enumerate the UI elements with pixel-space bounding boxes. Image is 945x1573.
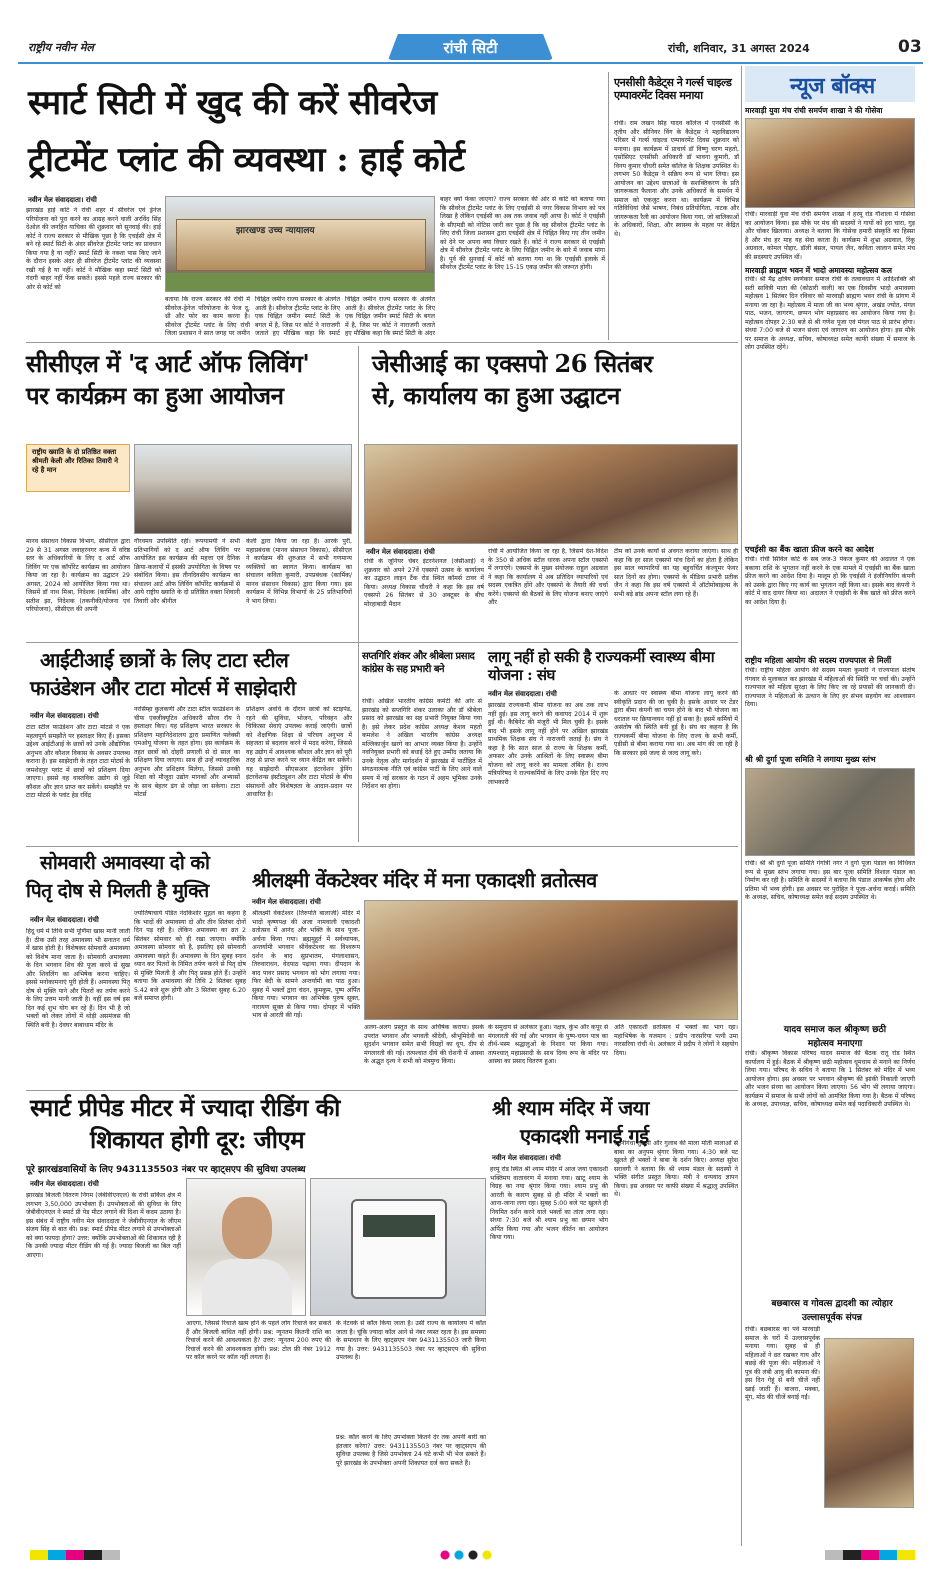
gosewa-photo — [745, 118, 915, 208]
newsbox-story7-body: रांची। बछबारस का पर्व मारवाड़ी समाज के घरों में उल्लासपूर्वक मनाया गया। सुबह से ही महिलाओं ने व्रत रखकर गाय और बछड़े की पूजा की। महिलाओं ने पुत्र की लंबी आयु की कामना की। इस दिन गेहूं से बनी चीजें नहीं खाई जाती हैं। बाजरा, मक्का, मूंग, मोठ की चीजें बनाई गईं। — [745, 1326, 820, 1401]
jci-byline: नवीन मेल संवाददाता। रांची — [366, 548, 435, 556]
iti-body-3: प्रशिक्षण अवधि के दौरान छात्रों को स्टाइपेंड, रहने की सुविधा, भोजन, परिवहन और चिकित्सा सेवाएं उपलब्ध कराई जाएंगी। छात्रों को शैक्षणिक शिक्षा से परिचय अनुभव में सहजता से बदलाव करने में मदद करेगा, जिससे वह उद्योग में आवश्यक कौशल और ज्ञान को पूरी तरह से प्राप्त करने पर ध्यान केंद्रित कर सकेंगे। यह साझेदारी सीएसआर इंटरवेंशन ड्रेनिंग इंटरवेंशन्स इंस्टीट्यूशन और टाटा मोटर्स के बीच संसाधनों और विशेषज्ञता के आदान-प्रदान पर आधारित है। — [246, 706, 352, 798]
newsbox-story4-body: रांची। राष्ट्रीय महिला आयोग की सदस्य ममता कुमारी ने राज्यपाल संतोष गंगवार से मुलाकात कर झारखंड में महिलाओं की स्थिति पर चर्चा की। उन्होंने राज्यपाल को महिला सुरक्षा के लिए किए जा रहे प्रयासों की जानकारी दी। राज्यपाल ने महिलाओं के उत्थान के लिए हर संभव सहयोग का आश्वासन दिया। — [745, 667, 915, 708]
jci-office-photo — [364, 444, 738, 544]
venkateshwar-body-2: अलग-अलग प्रस्तुत के साथ अर्चिषेक कराया। इसके उपरांत भगवान और भगवती श्रीदेवी, श्रीभूमिदेवी का सुदर्शन भगवान समेत सभी विग्रहों का धूप, दीप से मंगलारती की गई। तत्पश्चात दीये की रोशनी में आस्था के अद्भुत दृश्य ने सभी को मंत्रमुग्ध किया। — [364, 1024, 484, 1065]
newsbox-story5-head: श्री श्री दुर्गा पूजा समिति ने लगाया मुख्य स्तंभ — [745, 755, 876, 764]
lead-body-4: बाहर क्यों फेंका जाएगा? राज्य सरकार की ओर से कोर्ट को बताया गया कि सीवरेज ट्रीटमेंट प्लांट के लिए एचईसी से नगर विकास विभाग को पत्र लिखा है लेकिन एचईसी का अब तक जवाब नहीं आया है। कोर्ट ने एचईसी के सीएमडी को नोटिस जारी कर पूछा है कि वह सीवरेज ट्रीटमेंट प्लांट के लिए रांची जिला प्रशासन द्वारा एचईसी क्षेत्र में चिह्नित किए गए तीन जमीन को देने पर अपना क्या विचार रखते हैं। कोर्ट ने राज्य सरकार से एचईसी क्षेत्र में सीवरेज ट्रीटमेंट प्लांट के लिए चिह्नित जमीन के बारे में जवाब मांगा है। पूर्व की सुनवाई में कोर्ट को बताया गया था कि एचईसी इलाके में सीवरेज ट्रीटमेंट प्लांट के लिए 15-15 एकड़ जमीन की जरूरत होगी। — [440, 196, 605, 271]
meter-body-3: के नेटवर्क से कॉल किया जाता है। उसी राज्य के कार्यालय में कॉल जाता है। चूंकि ज्यादा कॉल आने से नंबर व्यस्त रहता है। इस समस्या के समाधान के लिए व्हाट्सएप नंबर 9431135503 जारी किया गया है। उत्तर: 9431135503 नंबर पर व्हाट्सएप की सुविधा उपलब्ध है। — [336, 1320, 486, 1361]
divider — [26, 846, 738, 847]
meter-body-1: झारखंड बिजली वितरण निगम (जेबीवीएनएल) के रांची सर्किल क्षेत्र में लगभग 3,50,000 उपभोक्ता हैं। उपभोक्ताओं की सुविधा के लिए जेबीवीएनएल ने स्मार्ट प्री पेड मीटर लगाने की दिशा में कदम उठाया है। इस संबंध में राष्ट्रीय नवीन मेल संवाददाता ने जेबीवीएनएल के जीएम संजय सिंह से बात की। प्रश्न: स्मार्ट प्रीपेड मीटर लगाने से उपभोक्ताओं को क्या फायदा होगा? उत्तर: क्योंकि उपभोक्ताओं की शिकायत रही है कि उनकी ज्यादा मीटर रीडिंग की गई है। ज्यादा बिजली का बिल नहीं आएगा। — [26, 1192, 181, 1259]
divider — [358, 346, 359, 842]
court-lawn — [166, 273, 434, 291]
newsbox-story3-body: रांची। रांची सिविल कोर्ट के सब जज-3 पंकज कुमार की अदालत ने एक बकाया राशि के भुगतान नहीं करने के एक मामले में एचईसी का बैंक खाता फ्रीज करने का आदेश दिया है। मालूम हो कि एचईसी ने इंजीनियरिंग कंपनी को उसके द्वारा किए गए कार्य का भुगतान नहीं किया था। इसके बाद कंपनी ने कोर्ट में वाद दायर किया था। अदालत ने एचईसी के बैंक खाते को फ्रीज करने का आदेश दिया है। — [745, 556, 915, 606]
newsbox-story2-head: मारवाड़ी ब्राह्मण भवन में भादो अमावस्या महोत्सव कल — [745, 266, 892, 275]
venkateshwar-headline: श्रीलक्ष्मी वेंकटेश्वर मंदिर में मना एकादशी व्रतोत्सव — [252, 868, 597, 892]
jci-headline-2: से, कार्यालय का हुआ उद्घाटन — [372, 381, 620, 410]
section-title: रांची सिटी — [443, 39, 498, 57]
amavasya-body-1: हिंदू धर्म में तिथि सभी पूर्णिमा खास मानी जाती है। ठीक उसी तरह अमावस्या भी सनातन धर्म में खास होती है। विशेषकर सोमवारी अमावस्या को विशेष माना जाता है। सोमवारी अमावस्या के दिन भगवान शिव की पूजा करने से सुख और शिवलिंग का अभिषेक करना चाहिए। इससे मनोकामनाएं पूरी होती हैं। अमावस्या पितृ दोष से मुक्ति पाने और पितरों का तर्पण करने के लिए उत्तम मानी जाती है। वहीं इस वर्ष इस दिन कई शुभ योग बन रहे हैं। दिन भी है जो भक्तों को लेकर लोगों में थोड़ी असमंजस की स्थिति बनी है। देवघर बाबाधाम मंदिर के — [26, 928, 130, 1029]
gm-portrait-face — [222, 1197, 272, 1259]
newsbox-story7-head-2: उल्लासपूर्वक संपन्न — [802, 1313, 862, 1323]
lead-body-2: बताया कि राज्य सरकार की रांची में सीवरेज-ड्रेनेज परियोजना के फेज दू, थ्री और फोर का काम करना है। सीवरेज ट्रीटमेंट प्लांट के लिए रांची जिला प्रशासन ने सात जगह पर जमीन — [165, 296, 250, 336]
venkateshwar-byline: नवीन मेल संवाददाता। रांची — [252, 898, 321, 906]
shyam-body-2: रजनीगंधा तुलसी और गुलाब की माला मोती मालाओं से बाबा का अनुपम श्रृंगार किया गया। 4:30 बजे पट खुलते ही भक्तों ने बाबा के दर्शन किए। अध्यक्ष सुरेश सरावगी ने बताया कि श्री श्याम मंडल के सदस्यों ने भक्ति संगीत प्रस्तुत किया। मंत्री ने धन्यवाद ज्ञापन किया। इस अवसर पर काफी संख्या में श्रद्धालु उपस्थित थे। — [614, 1140, 738, 1198]
masthead-rule — [18, 62, 923, 64]
meter-headline-2: शिकायत होगी दूर: जीएम — [90, 1125, 305, 1154]
venkateshwar-body-4: अति एकादशी व्रतोत्सव में भक्तों का भाग रहा। महाभिषेक के यजमान : प्रदीप नारसरिया पत्नी उमा नारसरिया रांची थे। अलंकार में प्रदीप ने लोगों ने सहयोग दिया। — [614, 1024, 738, 1057]
shyam-headline-2: एकादशी मनाई गई — [520, 1124, 649, 1148]
amavasya-headline-2: पितृ दोष से मिलती है मुक्ति — [26, 880, 209, 902]
newsbox-story3-head: एचईसी का बैंक खाता फ्रीज करने का आदेश — [745, 545, 874, 554]
ncc-body: रांची। राम लखन सिंह यादव कॉलेज में एनसीसी के तृतीय और सीनियर विंग के कैडेट्स ने महाविद्यालय परिसर में गर्ल्स चाइल्ड एम्पावरमेंट दिवस शुक्रवार को मनाया। इस कार्यक्रम में प्राचार्य डॉ विष्णु चरण महतो, एसोसिएट एनसीसी अधिकारी डॉ भावना कुमारी, डॉ विनय कुमार चौधरी समेत कॉलेज के शिक्षक उपस्थित थे। लगभग 50 कैडेट्स ने सक्रिय रूप से भाग लिया। इस आयोजन का उद्देश्य छात्राओं के सशक्तिकरण के प्रति जागरूकता फैलाना और उनके अधिकारों के समर्थन में समाज को एकजुट करना था। कार्यक्रम में विभिन्न गतिविधियां जैसे भाषण, निबंध प्रतियोगिता, नाटक और जागरूकता रैली का आयोजन किया गया, जो बालिकाओं के अधिकारों, शिक्षा, और स्वास्थ्य के महत्व पर केंद्रित थे। — [614, 120, 739, 238]
venkateshwar-body-1: श्रीलक्ष्मी वेंकटेश्वर (तिरुपति बालाजी) मंदिर में भादो कृष्णपक्ष की अजा नामवाली एकादशी व्रतोत्सव में आनंद और भक्ति के साथ पूजा-अर्चना किया गया। ब्रह्ममुहूर्त में सर्वव्यापक, अन्तर्यामी भगवान श्रीवेंकटेश्वर का विश्वरूप दर्शन के बाद सुप्रभातम, मंगलाशासन, तिरुवाराधन, वेदपाठ पढ़ाया गया। दीपदान के बाद पावर प्रसाद भगवान को भोग लगाया गया। फिर बेदी के सामने अन्तर्यामी का पाठ हुआ। सुबह में भक्तों द्वारा चंदन, कुमकुम, पुष्प अर्पित किया गया। भगवान का अभिषेक पुरुष सूक्त, नारायण सूक्त से किया गया। दोपहर में भक्ति भाव से आरती की गई। — [252, 910, 360, 1019]
congress-headline: सप्तगिरि शंकर और श्रीबेला प्रसाद कांग्रेस के सह प्रभारी बने — [362, 651, 475, 675]
newsbox-story6-body: रांची। श्रीकृष्ण विकास परिषद यादव समाज की बैठक रातू रोड स्थित कार्यालय में हुई। बैठक में श्रीकृष्ण छठी महोत्सव धूमधाम से मनाने का निर्णय लिया गया। परिषद के सचिव ने बताया कि 1 सितंबर को मंदिर में भव्य आयोजन होगा। इस अवसर पर भगवान श्रीकृष्ण की झांकी निकाली जाएगी और भजन संध्या का आयोजन किया जाएगा। 56 भोग भी लगाया जाएगा। कार्यक्रम में समाज के सभी लोगों को आमंत्रित किया गया है। बैठक में परिषद के अध्यक्ष, उपाध्यक्ष, सचिव, कोषाध्यक्ष समेत कई पदाधिकारी उपस्थित थे। — [745, 1050, 915, 1108]
ccl-headline-1: सीसीएल में 'द आर्ट ऑफ लिविंग' — [26, 349, 310, 378]
ccl-headline-2: पर कार्यक्रम का हुआ आयोजन — [26, 381, 284, 410]
iti-headline-1: आईटीआई छात्रों के लिए टाटा स्टील — [40, 648, 289, 672]
meter-subhead: पूरे झारखंडवासियों के लिए 9431135503 नंबर पर व्हाट्सएप की सुविधा उपलब्ध — [26, 1165, 306, 1175]
ccl-body-3: केली द्वारा किया जा रहा है। आरके पुरी, महाप्रबंधक (मानव संसाधन विकास), सीसीएल ने कार्यक्रम की शुरुआत में सभी गणमान्य व्यक्तियों का स्वागत किया। कार्यक्रम का संचालन कविता कुमारी, उपप्रबंधक (कार्मिक/मानव संसाधन विकास) द्वारा किया गया। इस कार्यक्रम में विभिन्न विभागों के 25 प्रतिभागियों ने भाग लिया। — [246, 538, 352, 605]
amavasya-byline: नवीन मेल संवाददाता। रांची — [30, 916, 99, 924]
gm-portrait-shirt — [202, 1259, 292, 1315]
health-body-2: के आधार पर स्वास्थ्य बीमा योजना लागू करने की स्वीकृति प्रदान की जा चुकी है। इसके आधार पर टेंडर द्वारा बीमा कंपनी का चयन होने के बाद भी योजना का धरातल पर क्रियान्वयन नहीं हो सका है। इसमें कर्मियों में असंतोष की स्थिति बनी हुई है। संघ का कहना है कि राज्यकर्मी बीमा योजना के लिए राज्य के सभी कर्मी, एडीसी से बीमा कराया गया था। अब मांग की जा रही है कि सरकार इसे जल्द से जल्द लागू करे। — [614, 690, 738, 757]
ccl-highlight-text: राष्ट्रीय ख्याति के दो प्रतिष्ठित वक्ता श्रीमती केली और रितिका तिवारी ने रहे है मान — [32, 448, 119, 474]
meter-byline: नवीन मेल संवाददाता। रांची — [30, 1180, 99, 1188]
newsbox-story1-body: रांची। मारवाड़ी युवा मंच रांची समर्पण शाखा ने हरमू रोड गौशाला में गोसेवा का आयोजन किया। इस मौके पर मंच की सदस्यों ने गायों को हरा चारा, गुड़ और चोकर खिलाया। अध्यक्ष ने बताया कि गोसेवा हमारी संस्कृति का हिस्सा है और मंच हर माह यह सेवा करता है। कार्यक्रम में शुभ्रा अग्रवाल, रिंकू अग्रवाल, कोमल पोद्दार, डॉली बंसल, पायल जैन, कविता जालान समेत मंच की सदस्याएं उपस्थित थीं। — [745, 211, 915, 261]
newsbox-story4-head: राष्ट्रीय महिला आयोग की सदस्य राज्यपाल से मिलीं — [745, 656, 892, 665]
masthead — [18, 34, 923, 64]
lead-byline: नवीन मेल संवाददाता। रांची — [28, 196, 97, 204]
newsbox-story2-body: रांची। श्री मैढ़ क्षत्रिय स्वर्णकार समाज रांची के तत्वावधान में आदिशक्ति श्री सती सावित्री माता की (कोठारी वाली) का एक दिवसीय भादो अमावस्या महोत्सव 1 सितंबर दिन रविवार को मारवाड़ी ब्राह्मण भवन रांची के प्रांगण में मनाया जा रहा है। महोत्सव में माता जी का भव्य श्रृंगार, अखंड ज्योत, मंगल पाठ, भजन, जागरण, छप्पन भोग महाप्रसाद का आयोजन किया गया है। महोत्सव दोपहर 2:30 बजे से श्री गणेश पूजा एवं मंगल पाठ से प्रारंभ होगा। संध्या 7:00 बजे से भजन संध्या एवं जागरण का आयोजन होगा। इस मौके पर समाज के अध्यक्ष, सचिव, कोषाध्यक्ष समेत काफी संख्या में समाज के लोग उपस्थित रहेंगे। — [745, 276, 915, 351]
brand-logo: राष्ट्रीय नवीन मेल — [28, 41, 94, 54]
meter-device — [351, 1199, 447, 1299]
divider — [608, 72, 609, 340]
lead-body-3: चिह्नित जमीन राज्य सरकार के अंतर्गत आती है। सीवरेज ट्रीटमेंट प्लांट के लिए एक चिह्नित जमीन स्मार्ट सिटी के बगल में है, जिस पर कोर्ट ने नाराजगी जताते हुए मौखिक कहा कि स्मार्ट — [255, 296, 340, 336]
iti-headline-2: फाउंडेशन और टाटा मोटर्स में साझेदारी — [30, 676, 296, 700]
newsbox-story1-head: मारवाड़ी युवा मंच रांची समर्पण शाखा ने की गोसेवा — [745, 106, 883, 115]
newsbox-story7-head-1: बछबारस व गोवत्स द्वादशी का त्योहार — [771, 1299, 893, 1309]
shyam-headline-1: श्री श्याम मंदिर में जया — [492, 1096, 649, 1120]
amavasya-body-2: ज्योतिषाचार्य पंडित नंदकिशोर मुद्गल का कहना है कि भादों की अमावस्या दो और तीन सितंबर दोनों दिन पड़ रही है। लेकिन अमावस्या का व्रत 2 सितंबर सोमवार को ही रखा जाएगा। क्योंकि अमावस्या सोमवार को है, इसलिए इसे सोमवारी अमावस्या कहते हैं। अमावस्या के दिन सुबह स्नान ध्यान कर पितरों के निमित तर्पण करने से पितृ दोष से मुक्ति मिलती है और पितृ प्रसन्न होते हैं। उन्होंने बताया कि अमावस्या की तिथि 2 सितंबर सुबह 5.42 बजे शुरू होगी और 3 सितंबर सुबह 6.20 बजे समाप्त होगी। — [134, 910, 246, 1002]
meter-headline-1: स्मार्ट प्रीपेड मीटर में ज्यादा रीडिंग की — [30, 1093, 340, 1122]
amavasya-headline-1: सोमवारी अमावस्या दो को — [40, 852, 210, 874]
high-court-photo — [165, 196, 435, 292]
gm-portrait-photo — [186, 1178, 306, 1316]
dateline: रांची, शनिवार, 31 अगस्त 2024 — [668, 42, 810, 55]
lead-body-1: झारखंड हाई कोर्ट ने रांची शहर में सीवरेज एवं ड्रेनेज परियोजना को पूरा करने का आग्रह करने वाली अरविंद सिंह देओल की जनहित याचिका की शुक्रवार को सुनवाई की। हाई कोर्ट ने राज्य सरकार से मौखिक पूछा है कि एचईसी क्षेत्र में बने रहे स्मार्ट सिटी के अंदर सीवरेज ट्रीटमेंट प्लांट का प्रावधान किया गया है या नहीं? स्मार्ट सिटी के नक्शा पास किए जाने के दौरान इसके अंदर ही सीवरेज ट्रीटमेंट प्लांट की व्यवस्था रखी गई है या नहीं। कोर्ट ने मौखिक कहा स्मार्ट सिटी को गंदगी बाहर नहीं फेंक सकते। इससे पहले राज्य सरकार की ओर से कोर्ट को — [26, 207, 161, 291]
venkateshwar-body-3: के समुदाय से अलंकार हुआ। नक्षत्र, कुंभ और कपूर से मंगलारती की गई और भगवान के पुष्प-चयन पात्र का तीर्थ-भस्म श्रद्धालुओं के निशान पर किया गया। तत्पश्चात् महाप्रसादी के साथ दिव्य रूप के मंदिर पर आस्था का प्रसाद वितरण हुआ। — [488, 1024, 608, 1065]
divider — [26, 1090, 738, 1091]
jci-body-2: रांची में आयोजित किया जा रहा है, जिसमें देश-विदेश के 350 से अधिक स्टॉल धारक अपना स्टॉल एक्सपो में लगाएंगे। एक्सपो के मुख्य संयोजक राहुल अग्रवाल ने कहा कि कार्यालय में अब प्रतिदिन व्यापारियों एवं सदस्य एकत्रित होंगे और एक्सपो के तैयारी की चर्चा करेंगे। एक्सपो की बैठकों के लिए योजना बनाए जाएंगे और — [488, 548, 608, 606]
iti-byline: नवीन मेल संवाददाता। रांची — [30, 712, 99, 720]
page-number: 03 — [898, 37, 922, 57]
durga-puja-photo — [745, 768, 915, 856]
lead-headline-2: ट्रीटमेंट प्लांट की व्यवस्था : हाई कोर्ट — [28, 140, 465, 180]
smart-meter-photo — [310, 1178, 486, 1316]
court-sign: झारखण्ड उच्च न्यायालय — [236, 226, 315, 236]
jci-body-3: टीम को उनके कार्यों से अवगत कराया जाएगा। साथ ही कहा कि हर साल एक्सपो पांच दिनों का होता है लेकिन इस साल व्यापारियों का यह बहुचर्चित कंज्यूमर फेयर सात दिनों का होगा। एक्सपो के मीडिया प्रभारी प्रतीक जैन ने कहा कि इस वर्ष एक्सपो में ऑटोमोबाइल्स के सभी बड़े ब्रांड अपना स्टॉल लगा रहे हैं। — [614, 548, 738, 598]
divider — [741, 66, 742, 1546]
iti-body-1: टाटा स्टील फाउंडेशन और टाटा मोटर्स ने एक महत्वपूर्ण समझौते पर हस्ताक्षर किए हैं। इसका उद्देश्य आईटीआई के छात्रों को उनके औद्योगिक अनुभव और कौशल विकास के अवसर उपलब्ध कराना है। इस साझेदारी के तहत टाटा मोटर्स के जमशेदपुर प्लांट में छात्रों को प्रशिक्षण दिया जाएगा। इससे वह वास्तविक उद्योग से जुड़े कौशल और ज्ञान प्राप्त कर सकेंगे। समझौते पर टाटा मोटर्स के प्लांट हेड रविंद्र — [26, 724, 130, 799]
newsbox-story6-head-1: यादव समाज कल श्रीकृष्ण छठी — [783, 1025, 887, 1035]
venkateshwar-photo — [364, 900, 738, 1020]
jci-headline-1: जेसीआई का एक्सपो 26 सितंबर — [372, 349, 653, 378]
lead-body-3b: चिह्नित जमीन राज्य सरकार के अंतर्गत आती है। सीवरेज ट्रीटमेंट प्लांट के लिए एक चिह्नित जमीन स्मार्ट सिटी के बगल में है, जिस पर कोर्ट ने नाराजगी जताते हुए मौखिक कहा कि स्मार्ट सिटी के अंदर — [345, 296, 435, 336]
shyam-byline: नवीन मेल संवाददाता। रांची — [492, 1154, 561, 1162]
ccl-body-1: मानव संसाधन विकास विभाग, सीसीएल द्वारा 29 से 31 अगस्त जवाहरनगर कन्व में वरिष्ठ स्तर के अधिकारियों के लिए द आर्ट ऑफ लिविंग पर एक कॉर्पोरेट कार्यक्रम का आयोजन किया जा रहा है। कार्यक्रम का उद्घाटन 29 अगस्त, 2024 को आयोजित किया गया था। जिसमें डॉ नाथ मिश्रा, निदेशक (कार्मिक) और सतीश झा, निदेशक (तकनीकी/योजना एवं परियोजना), सीसीएल की अपनी — [26, 538, 130, 613]
lead-headline-1: स्मार्ट सिटी में खुद की करें सीवरेज — [28, 83, 437, 123]
health-byline: नवीन मेल संवाददाता। रांची — [488, 690, 557, 698]
congress-body: रांची। अखिल भारतीय कांग्रेस कमेटी की ओर से झारखंड को सप्तगिरि शंकर उलाका और डॉ श्रीबेला प्रसाद को झारखंड का सह प्रभारी नियुक्त किया गया है। इसे लेकर प्रदेश कांग्रेस अध्यक्ष केशव महतो कमलेश ने अखिल भारतीय कांग्रेस अध्यक्ष मल्लिकार्जुन खरगे का आभार व्यक्त किया है। उन्होंने नवनियुक्त प्रभारी को बधाई देते हुए उम्मीद जताया कि उनके नेतृत्व और मार्गदर्शन में झारखंड में पार्टीहित में संगठनात्मक नीति एवं कांग्रेस पार्टी के लिए आने वाले समय में नई सरकार के गठन में अहम भूमिका उनके निर्देशन का होगा। — [362, 698, 482, 790]
jci-body-1: रांची के जूनियर चेंबर इंटरनेशनल (जेसीआई) ने शुक्रवार को अपने 27वें एक्सपो उत्सव के कार्यालय का उद्घाटन लाइन टैंक रोड स्थित कॉमर्स टावर में किया। अध्यक्ष विकास चौधरी ने कहा कि इस वर्ष एक्सपो 26 सितंबर से 30 अक्टूबर के बीच मोरहाबादी मैदान — [364, 558, 484, 608]
health-headline: लागू नहीं हो सकी है राज्यकर्मी स्वास्थ्य बीमा योजना : संघ — [488, 648, 715, 684]
meter-display — [363, 1215, 435, 1237]
ccl-body-2: गौरवमय उपस्थिति रही। रूपयामयी ने सभी प्रतिभागियों को द आर्ट ऑफ लिविंग पर आयोजित इस कार्यक्रम की महत्ता एवं दैनिक क्रिया-कलापों में इसकी उपयोगिता के विषय पर संबोधित किया। इस तीनदिवसीय कार्यक्रम का संचालन आर्ट ऑफ लिविंग कॉर्पोरेट कार्यक्रमों से आये राष्ट्रीय ख्याति के दो प्रतिष्ठित वक्ता शिवानी तिवारी और श्रीनील — [134, 538, 240, 605]
bachbaras-photo — [824, 1338, 914, 1508]
color-bar-right — [825, 1550, 915, 1560]
newsbox-story6-head-2: महोत्सव मनाएगा — [807, 1039, 863, 1049]
art-of-living-photo — [134, 444, 352, 534]
registration-dots — [438, 1548, 508, 1562]
newsbox-title: न्यूज बॉक्स — [790, 73, 875, 99]
ncc-headline: एनसीसी कैडेट्स ने गर्ल्स चाइल्ड एम्पावरमेंट दिवस मनाया — [614, 76, 732, 102]
health-body-1: झारखंड राज्यकर्मी बीमा योजना का अब तक लाभ नहीं हुई। इस लागू करने की कवायद 2014 में शुरू हुई थी। कैबिनेट की मंजूरी भी मिल चुकी है। इसके बाद भी इसके लागू नहीं होने पर अखिल झारखंड प्राथमिक शिक्षक संघ ने नाराजगी जताई है। संघ ने कहा है कि सात साल से राज्य के शिक्षक कर्मी, अफसर और उनके आश्रितों के लिए स्वास्थ्य बीमा योजना को लागू करने का मामला लंबित है। राज्य मंत्रिपरिषद ने राज्यकर्मियों के लिए उनके हित दिए गए लाभकारी — [488, 702, 608, 786]
meter-body-4: प्रश्न: कॉल करने के लिए उपभोक्ता कितने देर तक अपनी बारी का इंतजार करेगा? उत्तर: 9431135503 नंबर पर व्हाट्सएप की सुविधा उपलब्ध है जिसे उपभोक्ता 24 घंटे कभी भी भेज सकते हैं। पूरे झारखंड के उपभोक्ता अपनी शिकायत दर्ज करा सकते हैं। — [336, 1434, 486, 1467]
meter-body-2: आएगा, जिससे रिचार्ज खत्म होने के पहले लोग रिचार्ज कर सकते हैं और बिजली बाधित नहीं होगी। प्रश्न: न्यूनतम कितनी राशि का रिचार्ज करने की आवश्यकता है? उत्तर: न्यूनतम 200 रुपए की रिचार्ज करने की आवश्यकता होगी। प्रश्न: टोल फ्री नंबर 1912 पर कॉल करने पर कॉल नहीं लगता है। — [186, 1320, 331, 1361]
divider — [26, 642, 738, 643]
iti-body-2: नरसिम्हा कुलकर्णी और टाटा स्टील फाउंडेशन के चीफ एक्जीक्यूटिव अधिकारी सौरव रॉय ने हस्ताक्षर किए। यह प्रशिक्षण भारत सरकार के प्रशिक्षण महानिदेशालय द्वारा प्रमाणित फ्लेक्सी एमओयू योजना के तहत होगा। इस कार्यक्रम के तहत छात्रों को दोहरी प्रणाली से दो साल का प्रशिक्षण दिया जाएगा। साथ ही उन्हें व्यावहारिक अनुभव और प्रशिक्षण मिलेगा, जिससे उनकी शिक्षा को मौजूदा उद्योग मानकों और अभ्यासों के साथ बेहतर ढंग से जोड़ा जा सकेगा। टाटा मोटर्स — [134, 706, 240, 798]
newsbox-story5-body: रांची। श्री श्री दुर्गा पूजा समिति गंगोत्री नगर ने दुर्गा पूजा पंडाल का विधिवत रूप से मुख्य स्तंभ लगाया गया। इस बार पूजा समिति विशाल पंडाल का निर्माण कर रही है। समिति के सदस्यों ने बताया कि पंडाल आकर्षक होगा और प्रतिमा भी भव्य होगी। इस अवसर पर पुरोहित ने पूजा-अर्चना कराई। समिति के अध्यक्ष, सचिव, कोषाध्यक्ष समेत कई सदस्य उपस्थित थे। — [745, 860, 915, 901]
color-bar-left — [30, 1550, 120, 1560]
divider — [26, 342, 738, 343]
shyam-body-1: हरमू रोड स्थित श्री श्याम मंदिर में आज जया एकादशी भक्तिमय वातावरण में मनाया गया। खाटू श्याम के विग्रह का नया श्रृंगार किया गया। श्याम प्रभु की आरती के कारण सुबह से ही मंदिर में भक्तों का आना-जाना लगा रहा। सुबह 5:00 बजे पट खुलते ही नियमित दर्शन करने वाले भक्तों का तांता लगा रहा। संध्या 7:30 बजे श्री श्याम प्रभु का छप्पन भोग अर्पित किया गया और भजन कीर्तन का आयोजन किया गया। — [490, 1166, 608, 1241]
